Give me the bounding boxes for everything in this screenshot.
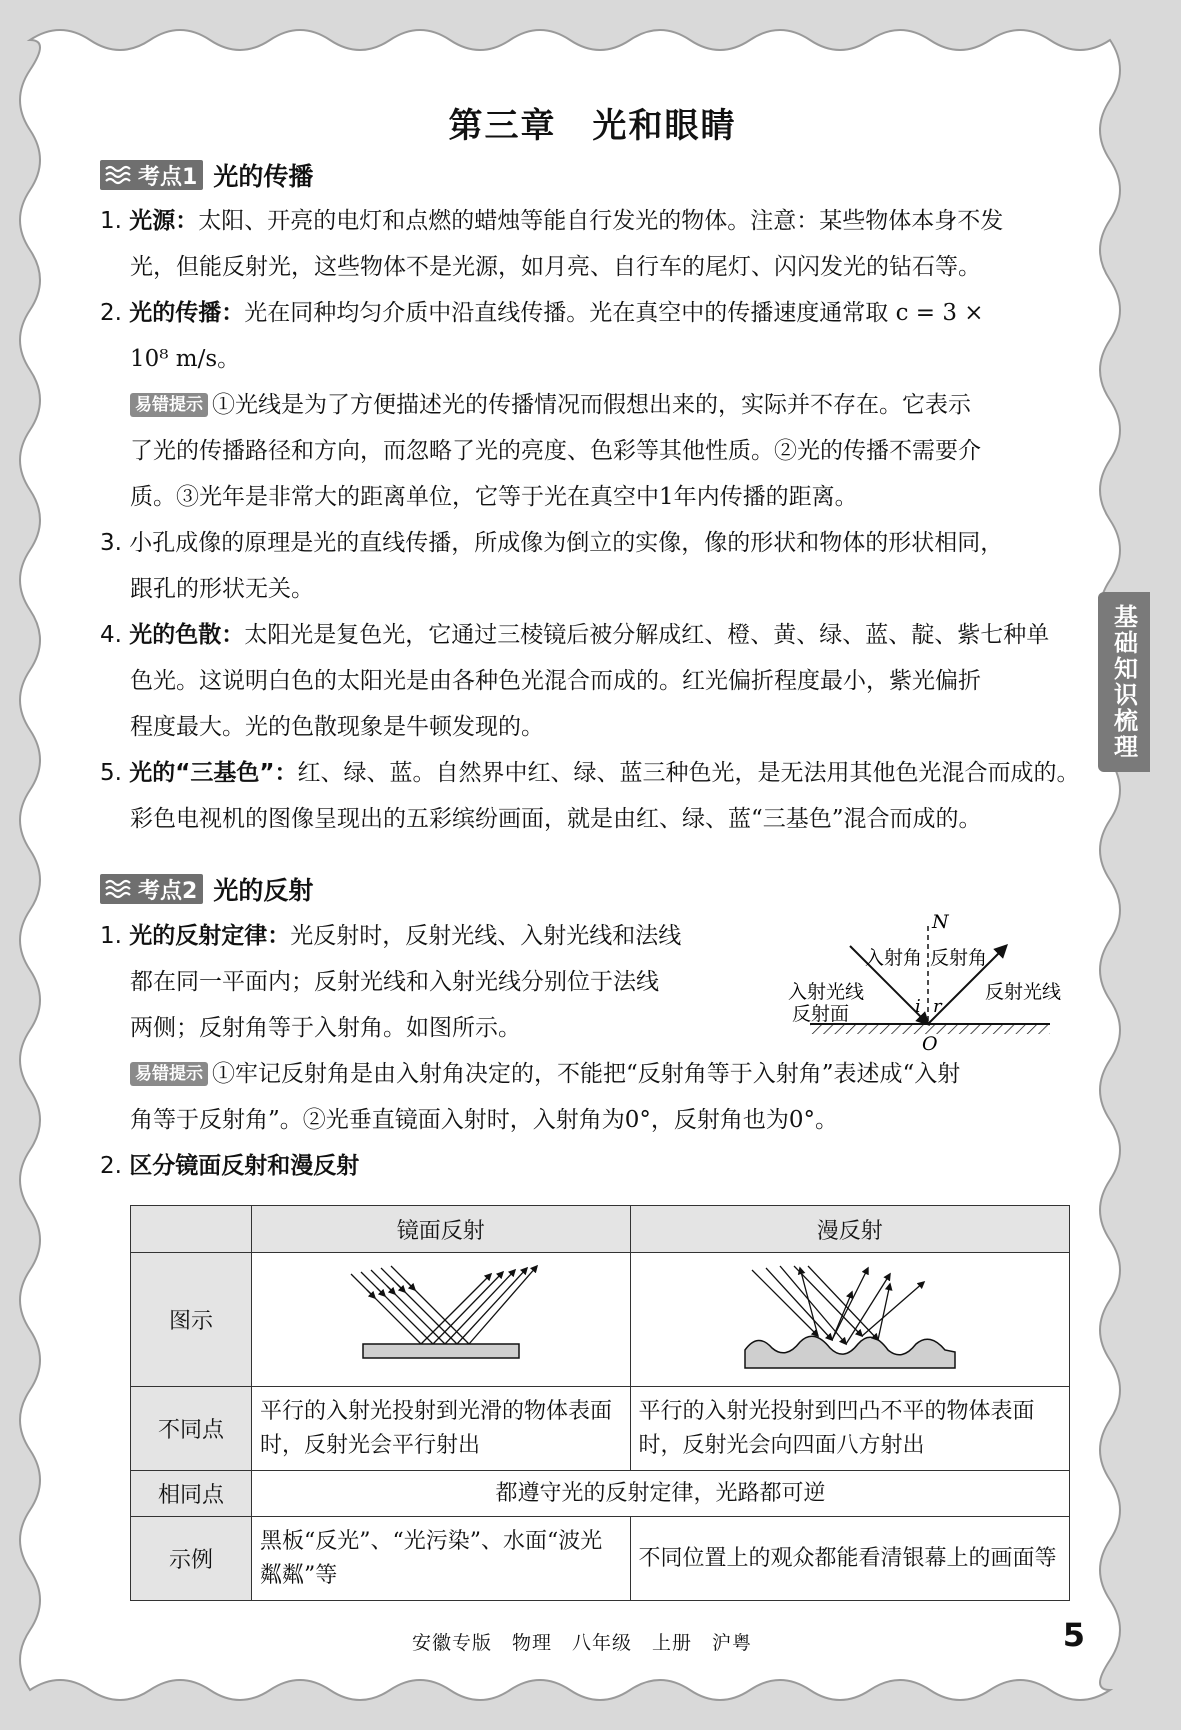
s1-hint: 易错提示 ①光线是为了方便描述光的传播情况而假想出来的，实际并不存在。它表示 了光的传播路径和方向，而忽略了光的亮度、色彩等其他性质。②光的传播不需要介 质。③光年是非常大的距离单位，它等于光在真空中1年内传播的距离。: [130, 392, 981, 510]
label-surface: 反射面: [792, 1003, 850, 1025]
cell-diffuse-example: 不同位置上的观众都能看清银幕上的画面等: [630, 1517, 1069, 1601]
row-label: 示例: [131, 1517, 252, 1601]
section1-header: [100, 158, 313, 192]
specular-reflection-diagram: [341, 1262, 541, 1372]
table-header-row: [131, 1206, 1070, 1253]
table-header: 漫反射: [630, 1206, 1069, 1253]
side-tab[interactable]: 基础知识梳理: [1098, 592, 1150, 772]
s1-item-1: 1. 光源：太阳、开亮的电灯和点燃的蜡烛等能自行发光的物体。注意：某些物体本身不发 光，但能反射光，这些物体不是光源，如月亮、自行车的尾灯、闪闪发光的钻石等。: [100, 208, 1004, 280]
cell-diffuse-diff: 平行的入射光投射到凹凸不平的物体表面时，反射光会向四面八方射出: [630, 1387, 1069, 1471]
waves-icon: [104, 878, 134, 900]
s1-item-4: 4. 光的色散：太阳光是复色光，它通过三棱镜后被分解成红、橙、黄、绿、蓝、靛、紫七种单 色光。这说明白色的太阳光是由各种色光混合而成的。红光偏折程度最小，紫光偏折 程度最大。光的色散现象是牛顿发现的。: [100, 622, 1050, 740]
label-incident-angle: 入射角: [865, 947, 923, 969]
row-label: 图示: [131, 1253, 252, 1387]
waves-icon: [104, 164, 134, 186]
page-number: 5: [1062, 1616, 1085, 1654]
s1-item-3: 3. 小孔成像的原理是光的直线传播，所成像为倒立的实像，像的形状和物体的形状相同， 跟孔的形状无关。: [100, 530, 1004, 602]
label-incident-ray: 入射光线: [788, 981, 865, 1003]
label-r: r: [933, 996, 942, 1017]
label-O: O: [922, 1033, 938, 1055]
section2-badge-label: 考点2: [138, 878, 198, 904]
table-header: [131, 1206, 252, 1253]
s2-hint: 易错提示 ①牢记反射角是由入射角决定的，不能把“反射角等于入射角”表述成“入射 角等于反射角”。②光垂直镜面入射时，入射角为0°，反射角也为0°。: [130, 1061, 961, 1133]
label-N: N: [932, 911, 949, 933]
section1-badge-label: 考点1: [138, 164, 198, 190]
section1-title: 光的传播: [213, 162, 314, 191]
row-label: 不同点: [131, 1387, 252, 1471]
section2-badge: [100, 874, 203, 904]
comparison-table: [130, 1205, 1070, 1601]
table-header: 镜面反射: [252, 1206, 631, 1253]
row-label: 相同点: [131, 1471, 252, 1517]
cell-specular-example: 黑板“反光”、“光污染”、水面“波光粼粼”等: [252, 1517, 631, 1601]
s2-item-1: 1. 光的反射定律：光反射时，反射光线、入射光线和法线 都在同一平面内；反射光线和入射光线分别位于法线 两侧；反射角等于入射角。如图所示。: [100, 923, 682, 1041]
s2-item-2: 2. 区分镜面反射和漫反射: [100, 1153, 360, 1179]
label-reflect-ray: 反射光线: [985, 981, 1062, 1003]
label-i: i: [915, 996, 921, 1017]
diffuse-diagram-cell: [630, 1253, 1069, 1387]
specular-diagram-cell: [252, 1253, 631, 1387]
label-reflect-angle: 反射角: [930, 947, 988, 969]
diffuse-reflection-diagram: [740, 1262, 960, 1372]
chapter-title: 第三章 光和眼睛: [448, 106, 737, 146]
cell-same: 都遵守光的反射定律，光路都可逆: [252, 1471, 1070, 1517]
section2-title: 光的反射: [213, 876, 314, 905]
section1-badge: [100, 160, 203, 190]
hint-badge: 易错提示: [130, 1062, 208, 1086]
s1-item-2: 2. 光的传播：光在同种均匀介质中沿直线传播。光在真空中的传播速度通常取 c = 3 × 10⁸ m/s。: [100, 300, 984, 372]
s1-item-5: 5. 光的“三基色”：红、绿、蓝。自然界中红、绿、蓝三种色光，是无法用其他色光混合而成的。 彩色电视机的图像呈现出的五彩缤纷画面，就是由红、绿、蓝“三基色”混合而成的。: [100, 760, 1080, 832]
table-row: [131, 1471, 1070, 1517]
hint-badge: 易错提示: [130, 393, 208, 417]
table-row: [131, 1253, 1070, 1387]
section2-header: [100, 872, 313, 906]
table-row: [131, 1517, 1070, 1601]
table-row: [131, 1387, 1070, 1471]
reflection-law-figure: [770, 906, 1070, 1056]
footer-info: 安徽专版 物理 八年级 上册 沪粤: [412, 1632, 753, 1654]
cell-specular-diff: 平行的入射光投射到光滑的物体表面时，反射光会平行射出: [252, 1387, 631, 1471]
